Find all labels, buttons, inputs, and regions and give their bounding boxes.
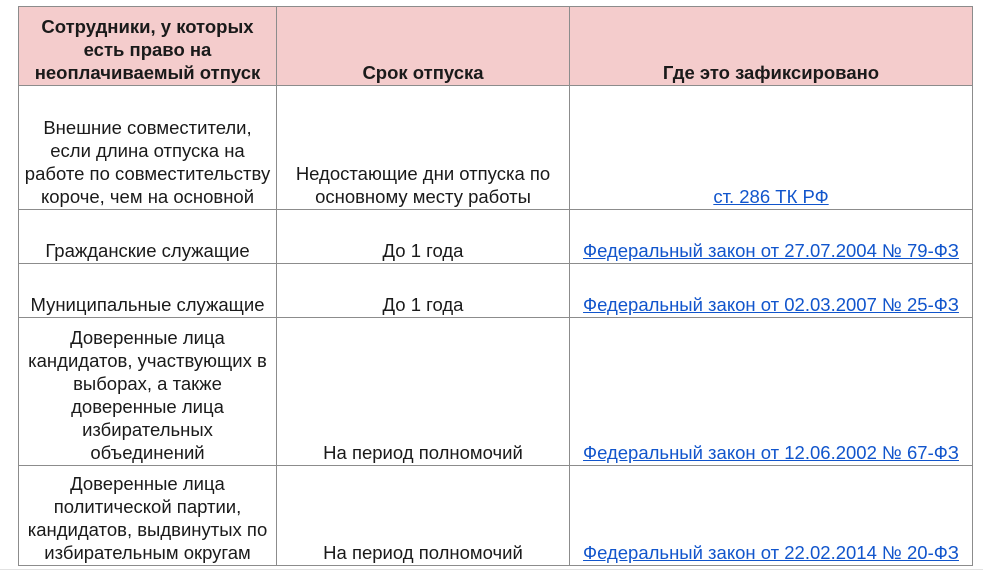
cell-legal-source[interactable]: [570, 466, 973, 566]
table-row: [19, 210, 973, 264]
cell-leave-term[interactable]: Недостающие дни отпуска по основному месту работы: [277, 86, 570, 210]
table-row: [19, 264, 973, 318]
cell-employees[interactable]: Муниципальные служащие: [19, 264, 277, 318]
cell-legal-source[interactable]: [570, 86, 973, 210]
cell-leave-term[interactable]: До 1 года: [277, 210, 570, 264]
cell-employees[interactable]: Внешние совместители, если длина отпуска на работе по совместительству короче, чем на основной: [19, 86, 277, 210]
cell-leave-term[interactable]: На период полномочий: [277, 318, 570, 466]
cell-employees[interactable]: Доверенные лица политической партии, кандидатов, выдвинутых по избирательным округам: [19, 466, 277, 566]
cell-employees[interactable]: Гражданские служащие: [19, 210, 277, 264]
header-row: [19, 7, 973, 86]
table-row: [19, 318, 973, 466]
law-link[interactable]: Федеральный закон от 02.03.2007 № 25-ФЗ: [583, 294, 959, 315]
header-employees[interactable]: Сотрудники, у которых есть право на неоплачиваемый отпуск: [19, 7, 277, 86]
cell-employees[interactable]: Доверенные лица кандидатов, участвующих в выборах, а также доверенные лица избирательных объединений: [19, 318, 277, 466]
law-link[interactable]: Федеральный закон от 12.06.2002 № 67-ФЗ: [583, 442, 959, 463]
table-row: [19, 86, 973, 210]
law-link[interactable]: ст. 286 ТК РФ: [713, 186, 829, 207]
cell-leave-term[interactable]: На период полномочий: [277, 466, 570, 566]
cell-legal-source[interactable]: [570, 264, 973, 318]
cell-legal-source[interactable]: [570, 318, 973, 466]
table-row: [19, 466, 973, 566]
header-legal-source[interactable]: Где это зафиксировано: [570, 7, 973, 86]
unpaid-leave-table: [18, 6, 973, 566]
law-link[interactable]: Федеральный закон от 27.07.2004 № 79-ФЗ: [583, 240, 959, 261]
cell-leave-term[interactable]: До 1 года: [277, 264, 570, 318]
grid-divider: [0, 569, 983, 570]
law-link[interactable]: Федеральный закон от 22.02.2014 № 20-ФЗ: [583, 542, 959, 563]
header-leave-term[interactable]: Срок отпуска: [277, 7, 570, 86]
cell-legal-source[interactable]: [570, 210, 973, 264]
